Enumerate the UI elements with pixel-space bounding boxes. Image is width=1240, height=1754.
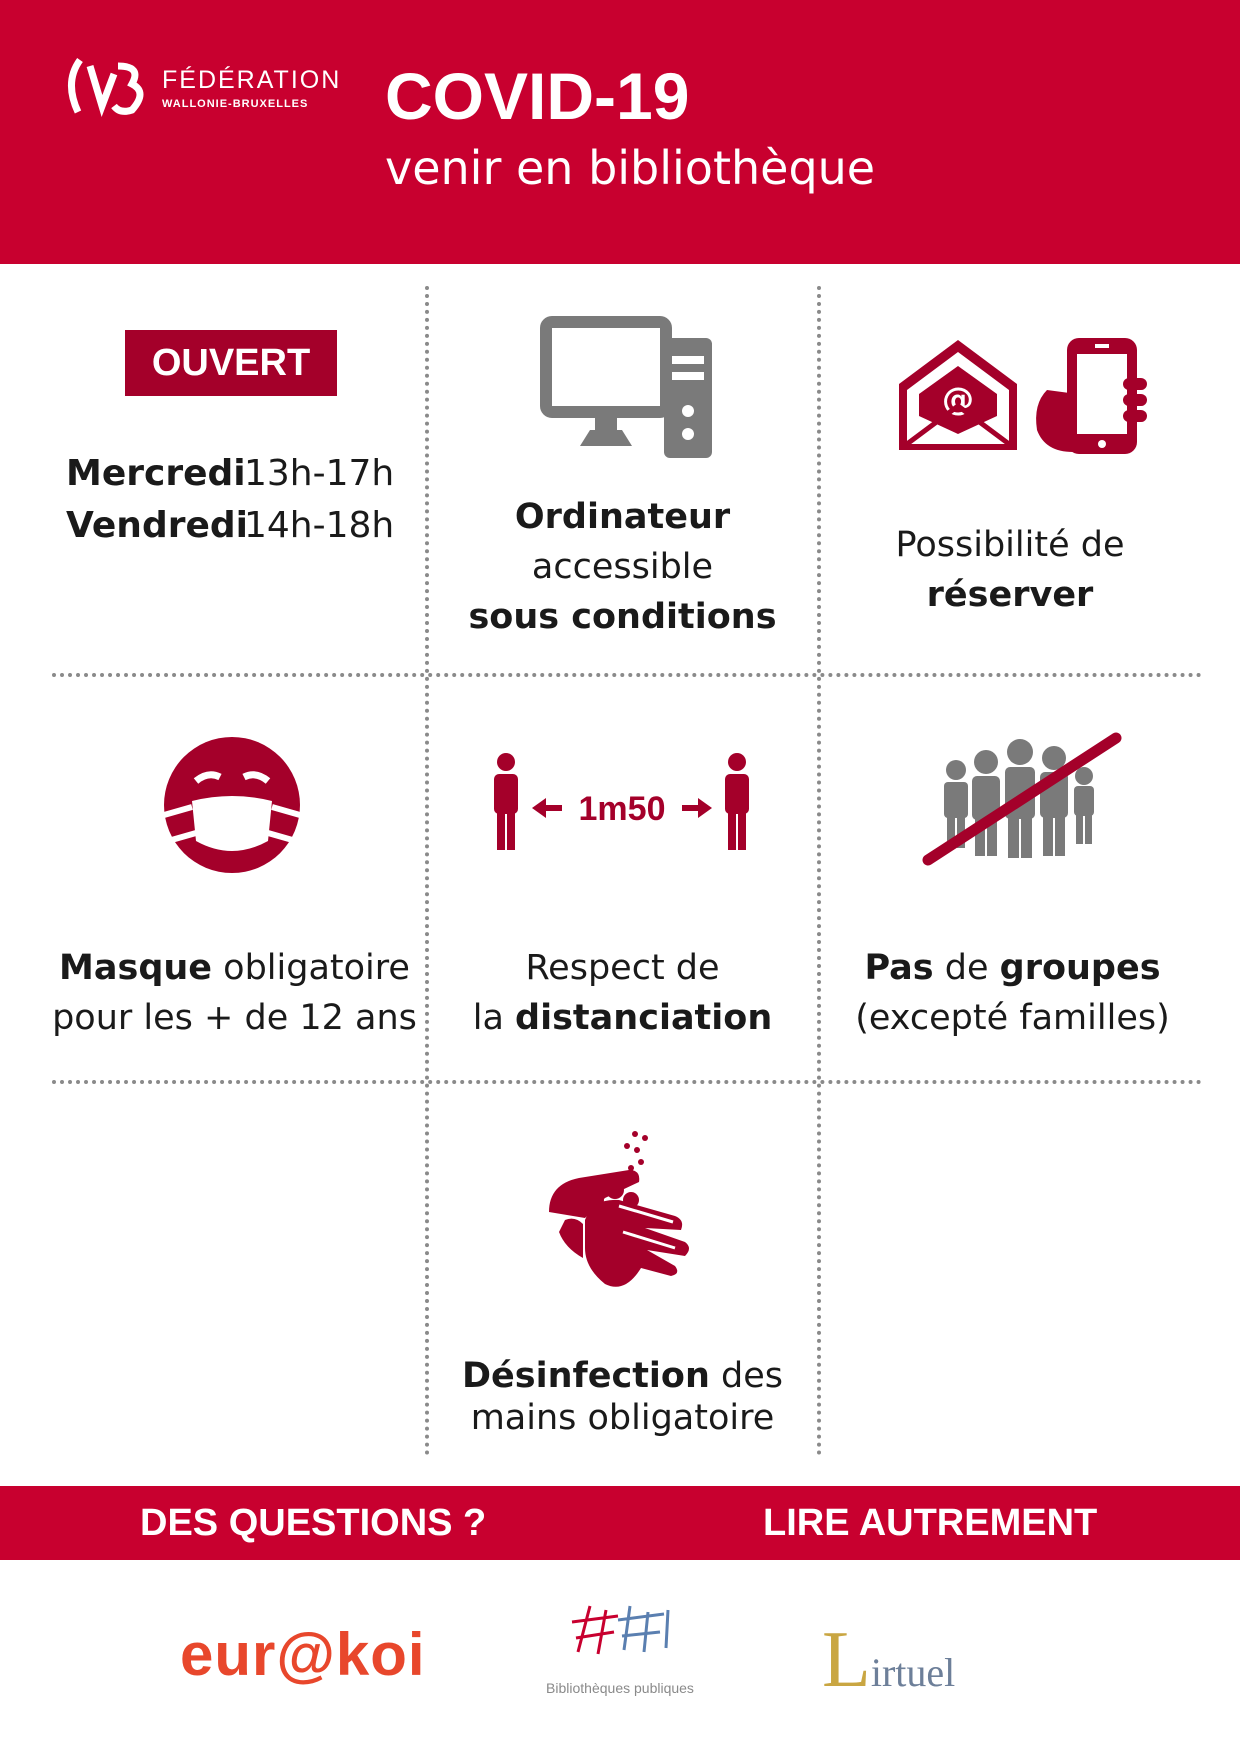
computer-icon xyxy=(540,316,715,461)
org-subname: WALLONIE-BRUXELLES xyxy=(162,98,309,110)
bibliotheques-logo-icon xyxy=(568,1592,678,1672)
bibliotheques-label[interactable]: Bibliothèques publiques xyxy=(546,1680,694,1696)
footer-questions: DES QUESTIONS ? xyxy=(140,1502,487,1544)
hand-washing-icon xyxy=(545,1128,705,1298)
lirtuel-name: irtuel xyxy=(870,1650,956,1695)
hours-day: Vendredi xyxy=(66,505,248,546)
no-groups-icon xyxy=(918,730,1128,870)
distance-label: 1m50 xyxy=(578,790,666,828)
opening-hours xyxy=(66,448,394,552)
groups-caption: Pas de groupes (excepté familles) xyxy=(855,948,1170,1038)
social-distancing-icon xyxy=(484,752,759,852)
hands-caption: Désinfection des mains obligatoire xyxy=(461,1356,784,1438)
grid-divider-vertical xyxy=(817,286,821,1456)
hours-row xyxy=(66,448,394,500)
lirtuel-logo[interactable] xyxy=(822,1615,955,1706)
mask-caption: Masque obligatoire pour les + de 12 ans xyxy=(52,948,417,1038)
reserve-caption: Possibilité de réserver xyxy=(895,525,1125,615)
fwb-logo-icon xyxy=(62,52,152,122)
open-badge: OUVERT xyxy=(125,330,337,396)
email-icon xyxy=(893,334,1023,456)
page-subtitle: venir en bibliothèque xyxy=(385,141,876,195)
grid-divider-horizontal xyxy=(52,673,1202,677)
federation-logo xyxy=(62,52,362,132)
hours-time: 13h-17h xyxy=(244,453,395,494)
org-name: FÉDÉRATION xyxy=(162,66,342,94)
header-banner xyxy=(0,0,1240,264)
distance-caption: Respect de la distanciation xyxy=(472,948,773,1038)
face-mask-icon xyxy=(162,735,302,875)
hours-time: 14h-18h xyxy=(244,505,395,546)
svg-text:@: @ xyxy=(942,380,974,418)
hours-row xyxy=(66,500,394,552)
hours-day: Mercredi xyxy=(66,453,246,494)
smartphone-icon xyxy=(1033,334,1151,458)
grid-divider-horizontal xyxy=(52,1080,1202,1084)
computer-caption: Ordinateur accessible sous conditions xyxy=(468,497,777,637)
footer-lire-autrement: LIRE AUTREMENT xyxy=(763,1502,1098,1544)
page-title: COVID-19 xyxy=(385,59,690,133)
lirtuel-initial: L xyxy=(822,1616,871,1704)
grid-divider-vertical xyxy=(425,286,429,1456)
eurekoi-logo[interactable]: eur@koi xyxy=(180,1621,426,1688)
